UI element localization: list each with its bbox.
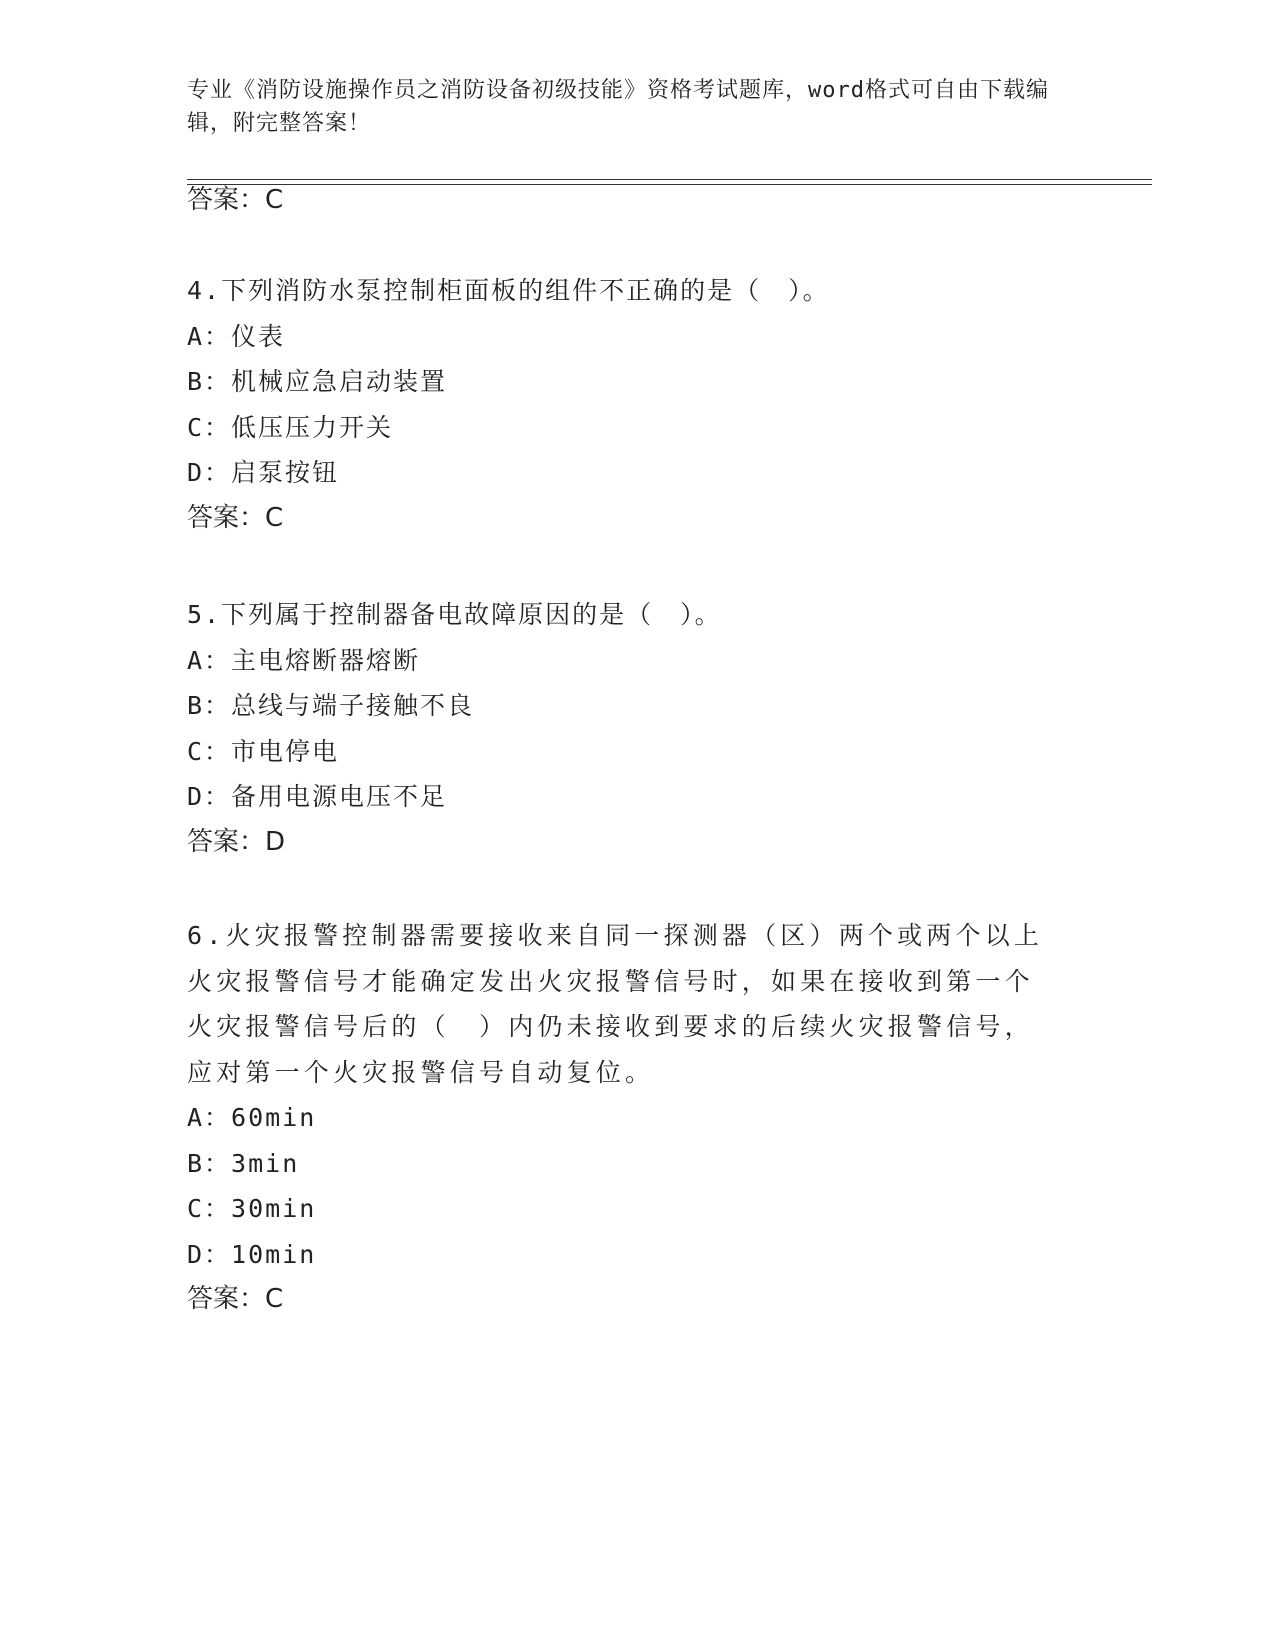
question-6: [187, 913, 1087, 1323]
answer: 答案：D: [187, 826, 286, 857]
answer: 答案：C: [187, 1284, 284, 1314]
option-d: D：启泵按钮: [187, 458, 340, 487]
question-4: [187, 268, 1087, 541]
option-b: B：3min: [187, 1148, 300, 1178]
previous-answer-block: [187, 178, 1087, 224]
question-text: 5.下列属于控制器备电故障原因的是（ ）。: [187, 600, 722, 629]
question-5: [187, 592, 1087, 865]
option-d: D：备用电源电压不足: [187, 782, 448, 811]
option-d: D：10min: [187, 1239, 317, 1269]
option-a: A：仪表: [187, 321, 286, 351]
document-header: 专业《消防设施操作员之消防设备初级技能》资格考试题库，word格式可自由下载编辑，附完整答案！: [187, 78, 1049, 136]
previous-answer: 答案：C: [187, 185, 284, 215]
option-c: C：低压压力开关: [187, 412, 394, 442]
option-c: C：30min: [187, 1194, 317, 1223]
option-c: C：市电停电: [187, 736, 340, 766]
question-text: 4.下列消防水泵控制柜面板的组件不正确的是（ ）。: [187, 276, 830, 305]
question-text: 6.火灾报警控制器需要接收来自同一探测器（区）两个或两个以上火灾报警信号才能确定发出火灾报警信号时，如果在接收到第一个火灾报警信号后的（ ）内仍未接收到要求的后续火灾报警信号，应对第一个火灾报警信号自动复位。: [187, 921, 1044, 1087]
option-a: A：主电熔断器熔断: [187, 645, 421, 675]
option-b: B：总线与端子接触不良: [187, 691, 475, 720]
option-a: A：60min: [187, 1103, 317, 1132]
option-b: B：机械应急启动装置: [187, 367, 448, 396]
answer: 答案：C: [187, 502, 284, 533]
